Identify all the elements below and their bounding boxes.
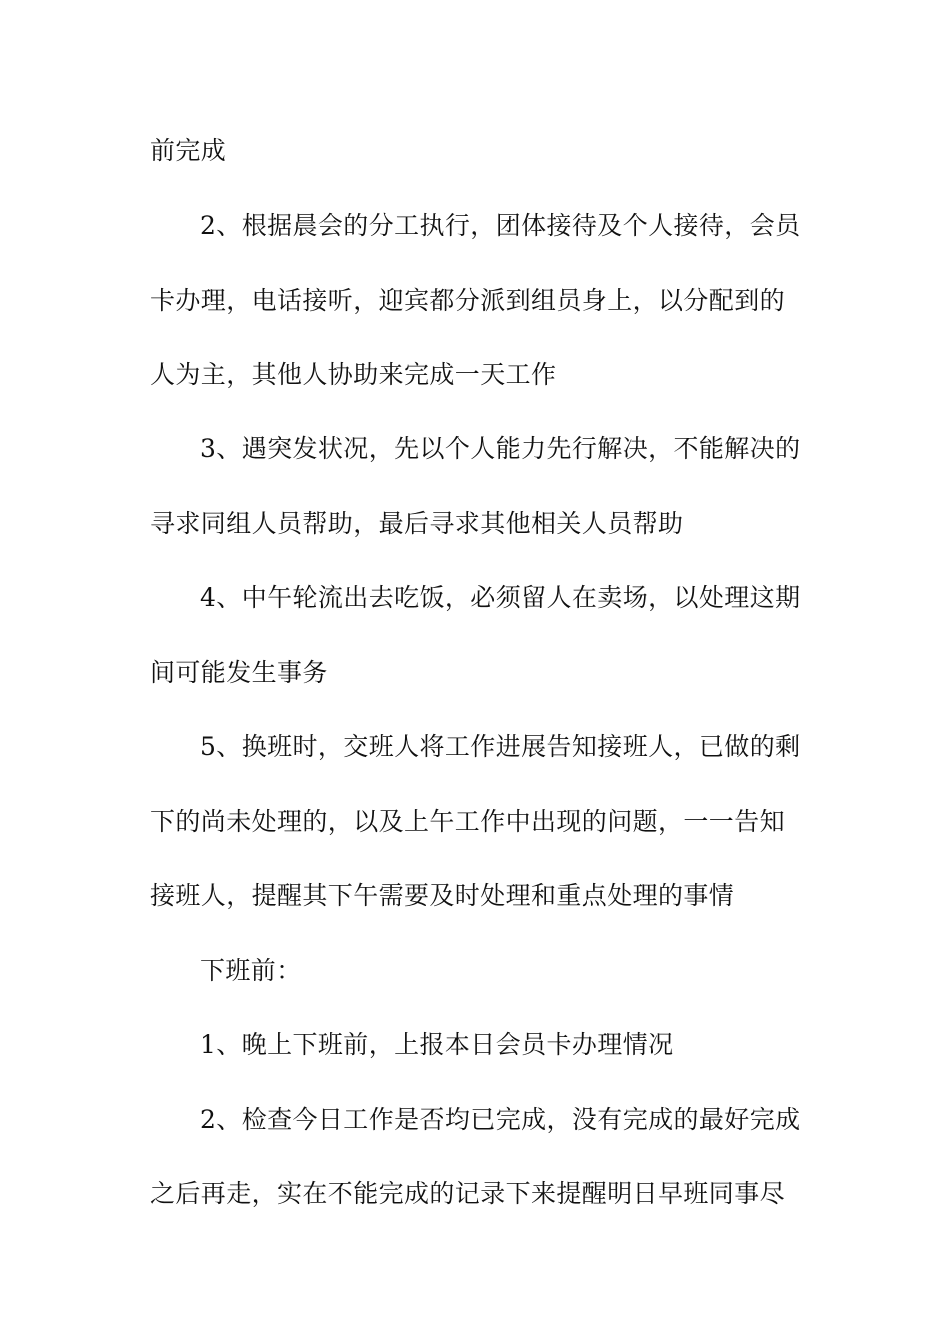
text-line: 3、遇突发状况，先以个人能力先行解决，不能解决的	[200, 434, 801, 463]
text-line: 5、换班时，交班人将工作进展告知接班人，已做的剩	[200, 732, 801, 761]
text-line: 寻求同组人员帮助，最后寻求其他相关人员帮助	[150, 509, 684, 538]
text-line: 前完成	[150, 136, 227, 165]
section-heading: 下班前：	[200, 956, 302, 985]
text-line: 4、中午轮流出去吃饭，必须留人在卖场，以处理这期	[200, 583, 801, 612]
text-line: 人为主，其他人协助来完成一天工作	[150, 360, 557, 389]
text-line: 1、晚上下班前，上报本日会员卡办理情况	[200, 1030, 674, 1059]
text-line: 下的尚未处理的，以及上午工作中出现的问题，一一告知	[150, 807, 786, 836]
text-line: 之后再走，实在不能完成的记录下来提醒明日早班同事尽	[150, 1179, 786, 1208]
text-line: 间可能发生事务	[150, 658, 328, 687]
text-line: 卡办理，电话接听，迎宾都分派到组员身上，以分配到的	[150, 286, 786, 315]
text-line: 2、检查今日工作是否均已完成，没有完成的最好完成	[200, 1105, 801, 1134]
text-line: 接班人，提醒其下午需要及时处理和重点处理的事情	[150, 881, 735, 910]
text-line: 2、根据晨会的分工执行，团体接待及个人接待，会员	[200, 211, 801, 240]
